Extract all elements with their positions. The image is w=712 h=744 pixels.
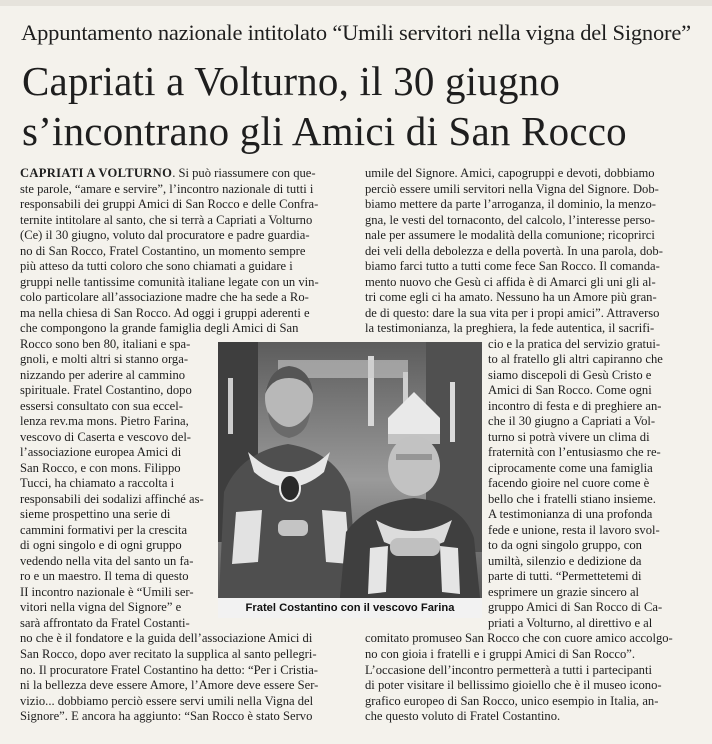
text-line-content: la testimonianza, la preghiera, la fede autentica, il sacrifi- — [365, 321, 655, 336]
text-line-content: più atteso da tutti coloro che sono chiamati a guidare i — [20, 259, 293, 274]
text-line-content: che compongono la grande famiglia degli Amici di San — [20, 321, 299, 336]
text-line — [20, 166, 346, 182]
text-line-content: ni la bellezza deve essere Amore, l’Amore deve essere Ser- — [20, 678, 319, 693]
text-line — [488, 383, 693, 399]
text-line — [488, 569, 693, 585]
page-top-strip — [0, 0, 712, 6]
text-line — [365, 290, 693, 306]
text-line-content: che il 30 giugno a Capriati a Vol- — [488, 414, 656, 429]
text-line-content: to al fratello gli altri capiranno che — [488, 352, 663, 367]
text-line — [488, 616, 693, 632]
text-line — [365, 244, 693, 260]
text-line — [20, 678, 346, 694]
text-line-content: tri come egli ci ha amato. Nessuno ha un Amore più gran- — [365, 290, 657, 305]
text-line-content: Rocco sono ben 80, italiani e spa- — [20, 336, 191, 351]
text-line — [488, 600, 693, 616]
text-line-content: siamo discepoli di Gesù Cristo e — [488, 367, 652, 382]
text-line-content: responsabili dei gruppi Amici di San Rocco e delle Confra- — [20, 197, 319, 212]
text-line-content: facendo gioire nel cuore come è — [488, 476, 650, 491]
text-line-content: umile del Signore. Amici, capogruppi e devoti, dobbiamo — [365, 166, 655, 180]
text-line — [365, 228, 693, 244]
text-line-content: ma nella chiesa di San Rocco. Ad oggi i gruppi aderenti e — [20, 305, 310, 320]
text-line — [20, 569, 210, 585]
text-line-content: ro e un maestro. Il tema di questo — [20, 569, 189, 584]
text-line-content: l’associazione europea Amici di — [20, 445, 182, 460]
text-line — [20, 259, 346, 275]
text-line — [20, 244, 346, 260]
text-line-content: Amici di San Rocco. Come ogni — [488, 383, 652, 398]
text-line — [488, 538, 693, 554]
text-line-content: gna, le vesti del tornaconto, del calcolo, l’interesse perso- — [365, 212, 655, 227]
text-line-content: turno si potrà vivere un clima di — [488, 429, 650, 444]
text-line — [20, 523, 210, 539]
text-line-content: vescovo di Caserta e vescovo del- — [20, 429, 192, 444]
text-line-content: nizzando per aderire al cammino — [20, 367, 186, 382]
text-line-content: parte di tutti. “Permettetemi di — [488, 569, 642, 584]
text-line-content: San Rocco, dopo aver recitato la supplica al santo pellegri- — [20, 646, 317, 661]
text-line — [20, 337, 210, 353]
photo-caption: Fratel Costantino con il vescovo Farina — [218, 598, 482, 618]
headline-line-2: s’incontrano gli Amici di San Rocco — [22, 108, 627, 154]
text-line-content: gruppi nelle tantissime comunità italiane legate con un vin- — [20, 274, 319, 289]
text-line-content: fraternità con l’entusiasmo che re- — [488, 445, 661, 460]
text-line — [20, 275, 346, 291]
text-line-content: ternite intitolare al santo, che si terrà a Capriati a Volturno — [20, 212, 313, 227]
text-line — [365, 694, 693, 710]
text-line-content: bello che i fratelli stiano insieme. — [488, 491, 656, 506]
text-line-content: gnoli, e molti altri si stanno orga- — [20, 352, 189, 367]
text-line — [20, 383, 210, 399]
text-line-content: perciò essere umili servitori nella Vigna del Signore. Dob- — [365, 181, 659, 196]
text-line — [488, 507, 693, 523]
text-line — [20, 647, 346, 663]
text-line — [365, 197, 693, 213]
text-line-content: grafico europeo di San Rocco, unico esempio in Italia, an- — [365, 693, 659, 708]
text-line-content: San Rocco, e con mons. Filippo — [20, 460, 181, 475]
text-line-content: sieme prospettino una serie di — [20, 507, 171, 522]
text-line-content: to da ogni singolo gruppo, con — [488, 538, 642, 553]
text-line — [20, 507, 210, 523]
text-line-content: comitato promuseo San Rocco che con cuore amico accolgo- — [365, 631, 673, 646]
text-line — [20, 538, 210, 554]
text-line — [20, 476, 210, 492]
article-headline — [22, 56, 702, 156]
text-line-content: no con gioia i fratelli e i gruppi Amici di San Rocco”. — [365, 646, 636, 661]
text-line-content: Tucci, ha chiamato a raccolta i — [20, 476, 175, 491]
text-line-content: mento nuovo che Gesù ci affida è di Amarci gli uni gli al- — [365, 274, 656, 289]
text-line — [365, 647, 693, 663]
article-photo — [218, 342, 482, 618]
text-line — [20, 616, 210, 632]
text-line — [365, 182, 693, 198]
text-line-content: no di San Rocco, Fratel Costantino, un momento sempre — [20, 243, 306, 258]
text-line-content: essersi consultato con sua eccel- — [20, 398, 183, 413]
text-line — [488, 368, 693, 384]
text-line — [20, 445, 210, 461]
text-line — [20, 321, 346, 337]
text-line — [365, 259, 693, 275]
text-line — [488, 554, 693, 570]
text-line — [20, 600, 210, 616]
text-line — [365, 631, 693, 647]
text-line-content: no che è il fondatore e la guida dell’associazione Amici di — [20, 631, 313, 646]
dateline: CAPRIATI A VOLTURNO — [20, 166, 173, 180]
text-line-content: de di questo: dare la sua vita per i propi amici”. Attraverso — [365, 305, 660, 320]
text-line-content: sarà affrontato da Fratel Costanti- — [20, 615, 190, 630]
text-line — [488, 461, 693, 477]
text-line-content: spirituale. Fratel Costantino, dopo — [20, 383, 192, 398]
text-line — [365, 166, 693, 182]
text-line-content: colo particolare all’associazione madre che ha sede a Ro- — [20, 290, 309, 305]
text-line — [20, 399, 210, 415]
text-line — [365, 663, 693, 679]
text-line-content: ciprocamente come una famiglia — [488, 460, 653, 475]
text-line — [20, 414, 210, 430]
text-line-content: cio e la pratica del servizio gratui- — [488, 336, 661, 351]
text-line — [488, 337, 693, 353]
text-line — [365, 306, 693, 322]
text-line — [20, 306, 346, 322]
text-line — [488, 414, 693, 430]
text-line-content: umiltà, silenzio e dedizione da — [488, 553, 642, 568]
text-line-content: ste parole, “amare e servire”, l’incontro nazionale di tutti i — [20, 181, 314, 196]
text-line-content: gruppo Amici di San Rocco di Ca- — [488, 600, 663, 615]
text-line-content: A testimonianza di una profonda — [488, 507, 653, 522]
text-line — [488, 445, 693, 461]
text-line — [20, 352, 210, 368]
text-line-content: dei veli della debolezza e della povertà. In una parola, dob- — [365, 243, 663, 258]
text-line — [20, 290, 346, 306]
text-line — [20, 368, 210, 384]
text-line-content: vedendo nella vita del santo un fa- — [20, 553, 194, 568]
text-line — [488, 492, 693, 508]
text-line-content: L’occasione dell’incontro permetterà a tutti i partecipanti — [365, 662, 652, 677]
text-line — [488, 399, 693, 415]
text-line — [488, 523, 693, 539]
text-line-content: esprimere un grazie sincero al — [488, 584, 640, 599]
headline-line-1: Capriati a Volturno, il 30 giugno — [22, 58, 561, 104]
text-line-content: no. Il procuratore Fratel Costantino ha detto: “Per i Cristia- — [20, 662, 318, 677]
text-line — [365, 213, 693, 229]
text-line-content: vizio... dobbiamo perciò essere servi umili nella Vigna del — [20, 693, 314, 708]
text-line-content: vitori nella vigna del Signore” e — [20, 600, 182, 615]
text-line-content: biamo farci tutto a tutti come fece San Rocco. Il comanda- — [365, 259, 660, 274]
text-line — [20, 709, 346, 725]
text-line — [20, 182, 346, 198]
text-line — [20, 631, 346, 647]
text-line-content: di ogni singolo e di ogni gruppo — [20, 538, 182, 553]
text-line — [20, 694, 346, 710]
text-line — [20, 228, 346, 244]
text-line — [365, 275, 693, 291]
text-line-content: incontro di festa e di preghiere an- — [488, 398, 662, 413]
text-line — [20, 213, 346, 229]
text-line-content: lenza rev.ma mons. Pietro Farina, — [20, 414, 189, 429]
text-line — [20, 197, 346, 213]
text-line-content: II incontro nazionale è “Umili ser- — [20, 584, 194, 599]
text-line-content: cammini formativi per la crescita — [20, 522, 188, 537]
photo-image — [218, 342, 482, 618]
text-line-content: nale per assumere le modalità della comunione; ricoprirci — [365, 228, 655, 243]
text-line — [488, 352, 693, 368]
text-line — [20, 492, 210, 508]
text-line — [488, 476, 693, 492]
text-line — [20, 430, 210, 446]
text-line-content: biamo mettere da parte l’arroganza, il dominio, la menzo- — [365, 197, 656, 212]
text-line — [20, 585, 210, 601]
text-line — [20, 663, 346, 679]
text-line-content: Signore”. E ancora ha aggiunto: “San Rocco è stato Servo — [20, 709, 313, 724]
text-line-content: priati a Volturno, al direttivo e al — [488, 615, 653, 630]
article-kicker: Appuntamento nazionale intitolato “Umili servitori nella vigna del Signore” — [21, 20, 691, 45]
text-line — [365, 678, 693, 694]
text-line-content: . Si può riassumere con que- — [172, 166, 316, 180]
text-line-content: fede e unione, resta il lavoro svol- — [488, 522, 660, 537]
text-line — [20, 461, 210, 477]
text-line — [488, 430, 693, 446]
text-line — [20, 554, 210, 570]
text-line — [488, 585, 693, 601]
text-line — [365, 321, 693, 337]
text-line — [365, 709, 693, 725]
text-line-content: (Ce) il 30 giugno, voluto dal procuratore e padre guardia- — [20, 228, 310, 243]
text-line-content: responsabili dei sodalizi affinché as- — [20, 491, 204, 506]
text-line-content: che questo voluto di Fratel Costantino. — [365, 709, 561, 724]
text-line-content: di poter visitare il bellissimo gioiello che è il museo icono- — [365, 678, 662, 693]
